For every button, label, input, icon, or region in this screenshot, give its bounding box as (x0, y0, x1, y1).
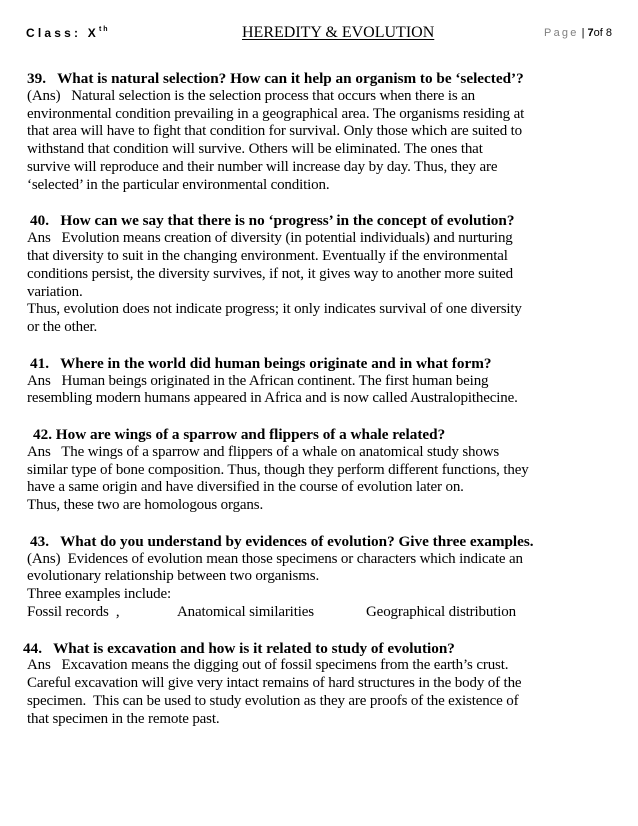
page-word: Page (544, 27, 579, 39)
page-number (544, 27, 612, 39)
page-current: 7 (587, 27, 594, 39)
answer-40: Ans Evolution means creation of diversity (in potential individuals) and nurturing that diversity to suit in the changing environment. Eventually if the environmental conditions persist, the diversity survives, if not, it gives way to another more suited variation. Thus, evolution does not indicate progress; it only indicates survival of one diversity or the other. (27, 230, 522, 336)
question-43: 43. What do you understand by evidences of evolution? Give three examples. (30, 532, 534, 550)
answer-43: (Ans) Evidences of evolution mean those specimens or characters which indicate an evolutionary relationship between two organisms. Three examples include: Fossil records , Anatomical similarities Geographical distribution (27, 551, 617, 622)
question-42: 42. How are wings of a sparrow and flippers of a whale related? (33, 425, 446, 443)
answer-42: Ans The wings of a sparrow and flippers of a whale on anatomical study shows similar type of bone composition. Thus, though they perform different functions, they have a same origin and have diversified in the course of evolution later on. Thus, these two are homologous organs. (27, 443, 529, 514)
qa-block-39 (27, 70, 617, 195)
question-44: 44. What is excavation and how is it related to study of evolution? (23, 639, 455, 657)
page-title: HEREDITY & EVOLUTION (242, 24, 435, 41)
answer-41: Ans Human beings originated in the African continent. The first human being resembling modern humans appeared in Africa and is now called Australopithecine. (27, 372, 518, 407)
example-item: Geographical distribution (366, 603, 516, 620)
answer-39: (Ans) Natural selection is the selection process that occurs when there is an environmental condition prevailing in a geographical area. The organisms residing at that area will have to fight that condition for survival. Only those which are suited to withstand that condition will survive. Others will be eliminated. The ones that survive will reproduce and their number will increase day by day. Thus, they are ‘selected’ in the particular environmental condition. (27, 87, 525, 193)
class-superscript: th (98, 26, 110, 33)
qa-block-42 (27, 426, 617, 515)
page-separator: | (581, 27, 585, 39)
qa-block-44 (23, 640, 617, 729)
qa-block-41 (27, 355, 617, 408)
examples-row (27, 604, 617, 622)
example-item: Fossil records , (27, 603, 120, 620)
qa-block-40 (27, 212, 617, 337)
page-total: of 8 (593, 27, 612, 39)
question-39: 39. What is natural selection? How can it help an organism to be ‘selected’? (27, 70, 524, 87)
question-40: 40. How can we say that there is no ‘progress’ in the concept of evolution? (30, 212, 515, 230)
question-41: 41. Where in the world did human beings originate and in what form? (30, 354, 492, 372)
example-item: Anatomical similarities (177, 603, 314, 620)
document-body (23, 70, 617, 728)
answer-44: Ans Excavation means the digging out of fossil specimens from the earth’s crust. Careful excavation will give very intact remains of hard structures in the body of the specimen. This can be used to study evolution as they are proofs of the existence of that specimen in the remote past. (27, 657, 522, 727)
class-label: Class: Xth (26, 26, 110, 40)
page-header (26, 24, 612, 46)
qa-block-43 (27, 533, 617, 622)
